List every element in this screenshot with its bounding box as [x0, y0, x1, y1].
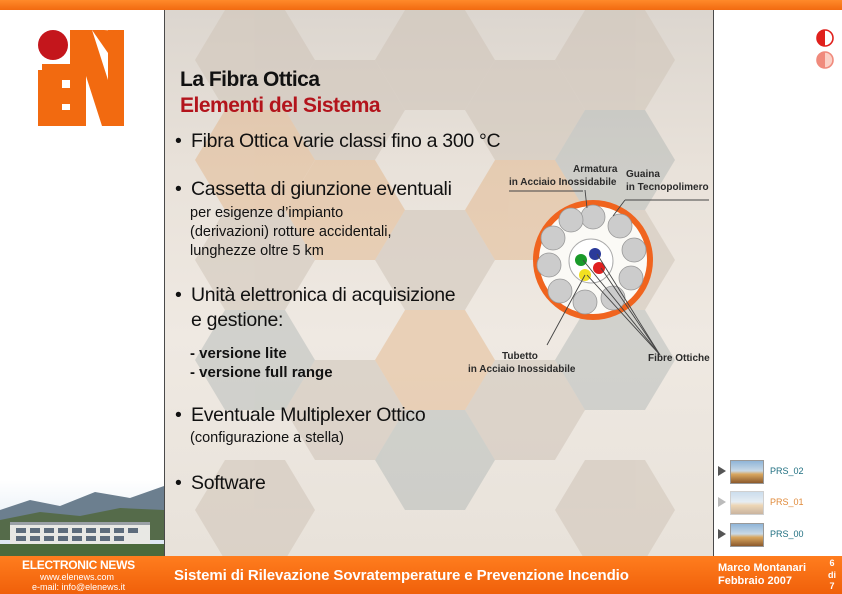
bullet-sub: lunghezze oltre 5 km	[190, 243, 324, 259]
company-logo	[38, 30, 124, 126]
bullet-symbol: •	[175, 284, 182, 306]
bullet-text: Fibra Ottica varie classi fino a 300 °C	[191, 130, 501, 152]
bullet-symbol: •	[175, 178, 182, 200]
bullet-symbol: •	[175, 472, 182, 494]
bullet-text: Eventuale Multiplexer Ottico	[191, 404, 426, 426]
footer-brand: ELECTRONIC NEWS	[22, 558, 135, 572]
label-tubetto: Tubetto	[502, 351, 538, 362]
label-tubetto-desc: in Acciaio Inossidabile	[468, 364, 576, 375]
thumbnail-image	[730, 491, 764, 515]
cable-diagram	[465, 160, 714, 390]
fiber-green	[575, 254, 587, 266]
slide-subtitle: Elementi del Sistema	[180, 94, 381, 117]
bullet-sub-bold: - versione full range	[190, 364, 333, 381]
bullet-symbol: •	[175, 130, 182, 152]
label-armatura: Armatura	[573, 164, 618, 175]
thumbnail-prs-00[interactable]	[718, 523, 828, 547]
footer-bar	[0, 556, 842, 594]
thumbnail-label: PRS_02	[770, 466, 804, 476]
bullet-sub: per esigenze d’impianto	[190, 205, 344, 221]
bullet-symbol: •	[175, 404, 182, 426]
slide-title: La Fibra Ottica	[180, 68, 320, 91]
bullet-unita	[175, 284, 455, 307]
thumbnail-prs-02[interactable]	[718, 460, 828, 484]
bullet-unita-cont: e gestione:	[191, 309, 284, 331]
footer-website[interactable]: www.elenews.com	[40, 572, 115, 582]
footer-author: Marco Montanari	[718, 562, 807, 574]
play-arrow-icon	[718, 466, 726, 476]
thumbnail-label: PRS_01	[770, 497, 804, 507]
label-fibre: Fibre Ottiche	[648, 353, 710, 364]
half-circle-faded-icon[interactable]	[816, 51, 834, 69]
bullet-text: Cassetta di giunzione eventuali	[191, 178, 452, 200]
bullet-sub: (configurazione a stella)	[190, 430, 344, 446]
bullet-multiplexer	[175, 404, 425, 427]
factory-photo	[0, 480, 164, 556]
page-current: 6	[829, 558, 835, 568]
thumbnail-label: PRS_00	[770, 529, 804, 539]
play-arrow-icon	[718, 497, 726, 507]
bullet-sub: (derivazioni) rotture accidentali,	[190, 224, 392, 240]
footer-date: Febbraio 2007	[718, 575, 792, 587]
label-guaina: Guaina	[626, 169, 660, 180]
footer-title: Sistemi di Rilevazione Sovratemperature e Prevenzione Incendio	[174, 567, 629, 584]
thumbnail-image	[730, 460, 764, 484]
top-bar	[0, 0, 842, 10]
play-arrow-icon	[718, 529, 726, 539]
half-circle-icon[interactable]	[816, 29, 834, 47]
bullet-sub-bold: - versione lite	[190, 345, 287, 362]
label-armatura-desc: in Acciaio Inossidabile	[509, 177, 617, 188]
thumbnail-image	[730, 523, 764, 547]
bullet-text: Unità elettronica di acquisizione	[191, 284, 456, 306]
left-panel	[0, 10, 164, 556]
bullet-text: Software	[191, 472, 266, 494]
bullet-software	[175, 472, 266, 495]
bullet-fibra	[175, 130, 500, 153]
page-total: 7	[829, 581, 835, 591]
thumbnail-prs-01[interactable]	[718, 491, 828, 515]
right-panel	[714, 10, 842, 556]
bullet-cassetta	[175, 178, 452, 201]
slide-content	[164, 10, 714, 556]
page-of: di	[828, 570, 836, 580]
footer-email[interactable]: e-mail: info@elenews.it	[32, 582, 126, 592]
label-guaina-desc: in Tecnopolimero	[626, 182, 709, 193]
